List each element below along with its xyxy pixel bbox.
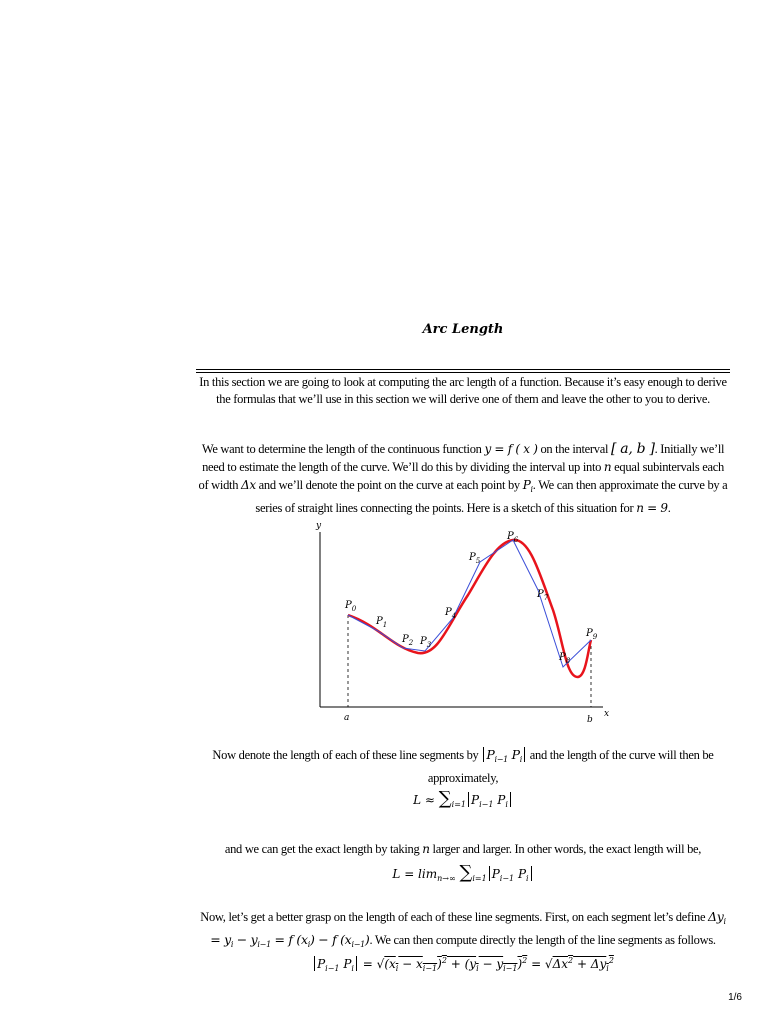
p-i-subscript: i (530, 485, 533, 494)
p1-text-b: on the interval (537, 442, 611, 456)
label-p4: $P_4$ (445, 607, 457, 620)
b-tick-label: b (587, 715, 593, 725)
label-p5: $P_5$ (469, 552, 481, 565)
p1-text-d: equal subintervals each of width (198, 460, 724, 492)
label-p7: $P_7$ (537, 589, 549, 602)
paragraph-3 (196, 840, 730, 858)
p-i-symbol: P (522, 478, 531, 492)
intro-paragraph: In this section we are going to look at computing the arc length of a function. Because it’s easy enough to derive the formulas that we’ll use in this section we will derive one of them and leave the other to you to derive. (199, 375, 727, 406)
p3-text-a: and we can get the exact length by taking (224, 842, 423, 856)
label-p3: $P_3$ (420, 636, 432, 649)
delta-x-symbol: Δx (240, 478, 256, 492)
exact-equation: $L = \lim_{n\to\infty} \sum_{i=1}$ $P_{i-1}$ $P_i$ (196, 862, 730, 883)
approx-equation-lhs: L ≈ (413, 793, 435, 807)
n-symbol: n (603, 460, 612, 474)
n-equals-9: n = 9 (636, 501, 668, 515)
paragraph-1 (196, 440, 730, 517)
p3-text-b: larger and larger. In other words, the exact length will be, (429, 842, 702, 856)
limit-subscript: n→∞ (437, 874, 456, 883)
p4-text-b: . We can then compute directly the length of the line segments as follows. (369, 933, 716, 947)
p2-text-b: and the length of the curve will then be approximately, (427, 748, 714, 785)
label-p1: $P_1$ (376, 616, 388, 629)
title-divider (196, 369, 730, 373)
label-p0: $P_0$ (345, 600, 357, 613)
paragraph-4 (196, 908, 730, 954)
point-labels (344, 531, 598, 665)
x-axis-label: x (604, 709, 610, 719)
paragraph-2 (196, 746, 730, 787)
arc-length-sketch (308, 520, 618, 730)
p1-text-e: and we’ll denote the point on the curve at each point by (255, 478, 523, 492)
p4-text-a: Now, let’s get a better grasp on the length of each of these line segments. First, on each segment let’s define (200, 910, 709, 924)
segment-length-notation: $P_{i-1}$ $P_i$ (481, 747, 527, 762)
page-number: 1/6 (728, 992, 742, 1003)
function-expression: y = f ( x ) (484, 442, 538, 456)
label-p6: $P_6$ (507, 531, 519, 544)
p1-text-a: We want to determine the length of the continuous function (201, 442, 485, 456)
exact-equation-lhs: L = lim (392, 867, 438, 881)
page-title: Arc Length (422, 322, 504, 337)
p2-text-a: Now denote the length of each of these line segments by (212, 748, 482, 762)
y-axis-label: y (316, 521, 322, 531)
segment-length-equation: $P_{i-1}$ $P_i = √(x_i - x_{i-1})^2 + (y_i - y_{i-1})^2 = √\Delta x^2 + \Delta y_i^2$ (196, 956, 730, 973)
delta-y-definition: $\Delta y_i = y_i - y_{i-1} = f$ $(x_i) - f$ $(x_{i-1})$ (210, 909, 726, 949)
a-tick-label: a (344, 713, 350, 723)
summation-symbol: ∑ (438, 788, 452, 809)
p1-text-g: . (667, 501, 671, 515)
label-p9: $P_9$ (586, 628, 598, 641)
p1-text-c: . Initially we’ll need to estimate the length of the curve. We’ll do this by dividing the interval up into (202, 442, 725, 474)
n-symbol-2: n (422, 842, 430, 856)
interval-expression: [ a, b ] (610, 441, 655, 457)
approx-equation: $L \approx \sum_{i=1}$ $P_{i-1}$ $P_i$ (196, 788, 730, 809)
label-p8: $P_8$ (559, 652, 571, 665)
label-p2: $P_2$ (402, 634, 414, 647)
p1-text-f: . We can then approximate the curve by a series of straight lines connecting the points. Here is a sketch of this situation for (255, 478, 728, 515)
summation-symbol-2: ∑ (459, 862, 473, 883)
